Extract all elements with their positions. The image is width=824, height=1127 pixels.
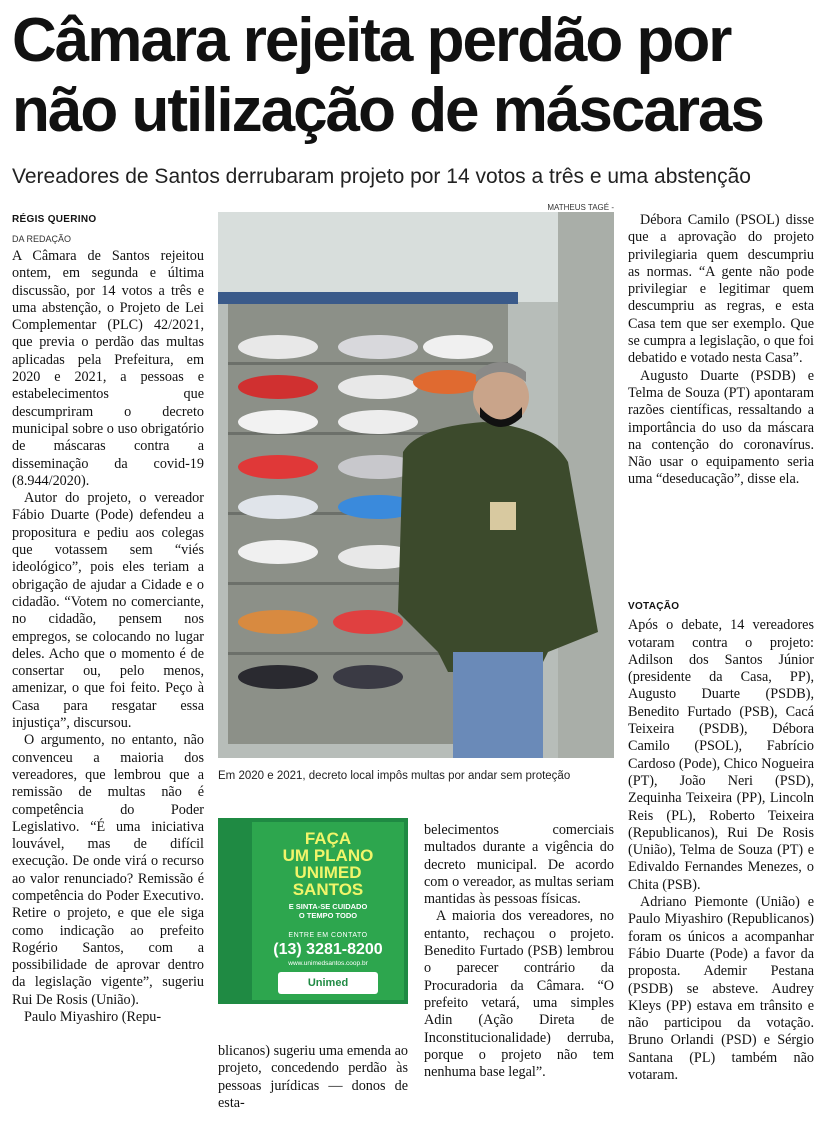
paragraph: Adriano Piemonte (União) e Paulo Miyashiro (Republicanos) foram os únicos a acompanhar Fábio Duarte (Pode) a favor da proposta. Ademir Pestana (PSDB) se absteve. Audrey Kleys (PP) estava em trânsito e não participou da votação. Bruno Orlandi (PSD) e Sérgio Santana (PL) também não votaram. (628, 894, 814, 1084)
photo-illustration (218, 212, 614, 758)
subheadline: Vereadores de Santos derrubaram projeto por 14 votos a três e uma abstenção (12, 165, 751, 188)
ad-subtitle-line: O TEMPO TODO (298, 911, 358, 920)
ad-title-line: UNIMED (294, 863, 362, 882)
article-column-4-votes (628, 598, 814, 1123)
article-column-2 (218, 1043, 408, 1127)
ad-title (252, 830, 404, 898)
ad-website: www.unimedsantos.coop.br (288, 960, 368, 967)
unimed-logo: Unimed (278, 972, 378, 994)
ad-phone: (13) 3281-8200 (273, 941, 383, 958)
ad-subtitle-line: E SINTA-SE CUIDADO (288, 902, 368, 911)
paragraph: O argumento, no entanto, não convenceu a maioria dos vereadores, que lembrou que a remissão de multas não é competência do Poder Legislativo. “É uma iniciativa louvável, mas de difícil execução. De onde virá o recurso ao valor renunciado? Remissão é competência do Poder Executivo. Retire o projeto, e que ele siga como indicação ao prefeito Rogério Santos, com a possibilidade de aprovar dentro da legislação vigente”, sugeriu Rui De Rosis (União). (12, 732, 204, 1008)
photo-credit: MATHEUS TAGÉ - (547, 203, 614, 212)
ad-panel (252, 822, 404, 1000)
article-column-4 (628, 212, 814, 588)
ad-title-line: FAÇA (304, 829, 352, 848)
section-title: VOTAÇÃO (628, 601, 680, 612)
paragraph: Augusto Duarte (PSDB) e Telma de Souza (PT) apontaram razões científicas, ressaltando a importância do uso da máscara na contenção do coronavírus. Não usar o equipamento seria uma “deseducação”, disse ela. (628, 367, 814, 488)
news-photo (218, 212, 614, 758)
headline-line-2: não utilização de máscaras (12, 76, 763, 145)
photo-caption: Em 2020 e 2021, decreto local impôs multas por andar sem proteção (218, 770, 571, 782)
desk-label: DA REDAÇÃO (12, 234, 72, 244)
ad-title-line: SANTOS (292, 880, 364, 899)
paragraph: belecimentos comerciais multados durante a vigência do decreto municipal. De acordo com o vereador, as multas seriam mantidas às pessoas físicas. (424, 822, 614, 908)
headline-line-1: Câmara rejeita perdão por (12, 6, 731, 75)
unimed-advertisement[interactable] (218, 818, 408, 1004)
paragraph: Paulo Miyashiro (Repu- (24, 1009, 162, 1026)
article-column-1 (12, 248, 204, 1120)
paragraph: Débora Camilo (PSOL) disse que a aprovação do projeto privilegiaria quem descumpriu as normas. “A gente não pode privilegiar e legitimar quem descumpriu as regras, e esta Casa tem que ser exemplo. Que se cumpra a legislação, o que foi debatido e votado nesta Casa”. (628, 212, 814, 367)
ad-subtitle (252, 902, 404, 920)
ad-contact-label: ENTRE EM CONTATO (288, 932, 368, 939)
paragraph: Autor do projeto, o vereador Fábio Duarte (Pode) defendeu a propositura e pediu aos colegas que votassem sem “viés ideológico”, pois eles teriam a obrigação de ajudar a Cidade e o cidadão. “Votem no comerciante, no cidadão, pensem nos empregos, se colocando no lugar deles. Acho que o momento é de consertar ou, pelo menos, amenizar, o que foi feito. Peço à Casa para resgatar essa injustiça”, discursou. (12, 490, 204, 732)
ad-title-line: UM PLANO (282, 846, 374, 865)
paragraph: Após o debate, 14 vereadores votaram contra o projeto: Adilson dos Santos Júnior (presidente da Casa, PP), Augusto Duarte (PSDB), Benedito Furtado (PSB), Cacá Teixeira (PSDB), Débora Camilo (PSOL), Fabrício Cardoso (Pode), Chico Nogueira (PT), João Neri (PSD), Zequinha Teixeira (PP), Lincoln Reis (PL), Roberto Teixeira (Republicanos), Rui De Rosis (União), Telma de Souza (PT) e Edivaldo Fernandes Menezes, o Chita (PSB). (628, 617, 814, 893)
paragraph: A Câmara de Santos rejeitou ontem, em segunda e última discussão, por 14 votos a três e uma abstenção, o Projeto de Lei Complementar (PLC) 42/2021, que previa o perdão das multas aplicadas pela Prefeitura, em 2020 e 2021, a pessoas e estabelecimentos que descumpriram o decreto municipal sobre o uso obrigatório de máscaras contra a disseminação da covid-19 (8.944/2020). (12, 248, 204, 489)
paragraph: A maioria dos vereadores, no entanto, rechaçou o projeto. Benedito Furtado (PSB) lembrou o parecer contrário da Procuradoria da Câmara. “O prefeito vetará, uma simples Adin (Ação Direta de Inconstitucionalidade) derruba, porque o projeto não tem nenhuma base legal”. (424, 908, 614, 1081)
paragraph: blicanos) sugeriu uma emenda ao projeto, concedendo perdão às pessoas jurídicas — donos de esta- (218, 1043, 408, 1111)
byline: RÉGIS QUERINO (12, 214, 97, 225)
headline (12, 6, 812, 146)
article-column-3 (424, 822, 614, 1122)
